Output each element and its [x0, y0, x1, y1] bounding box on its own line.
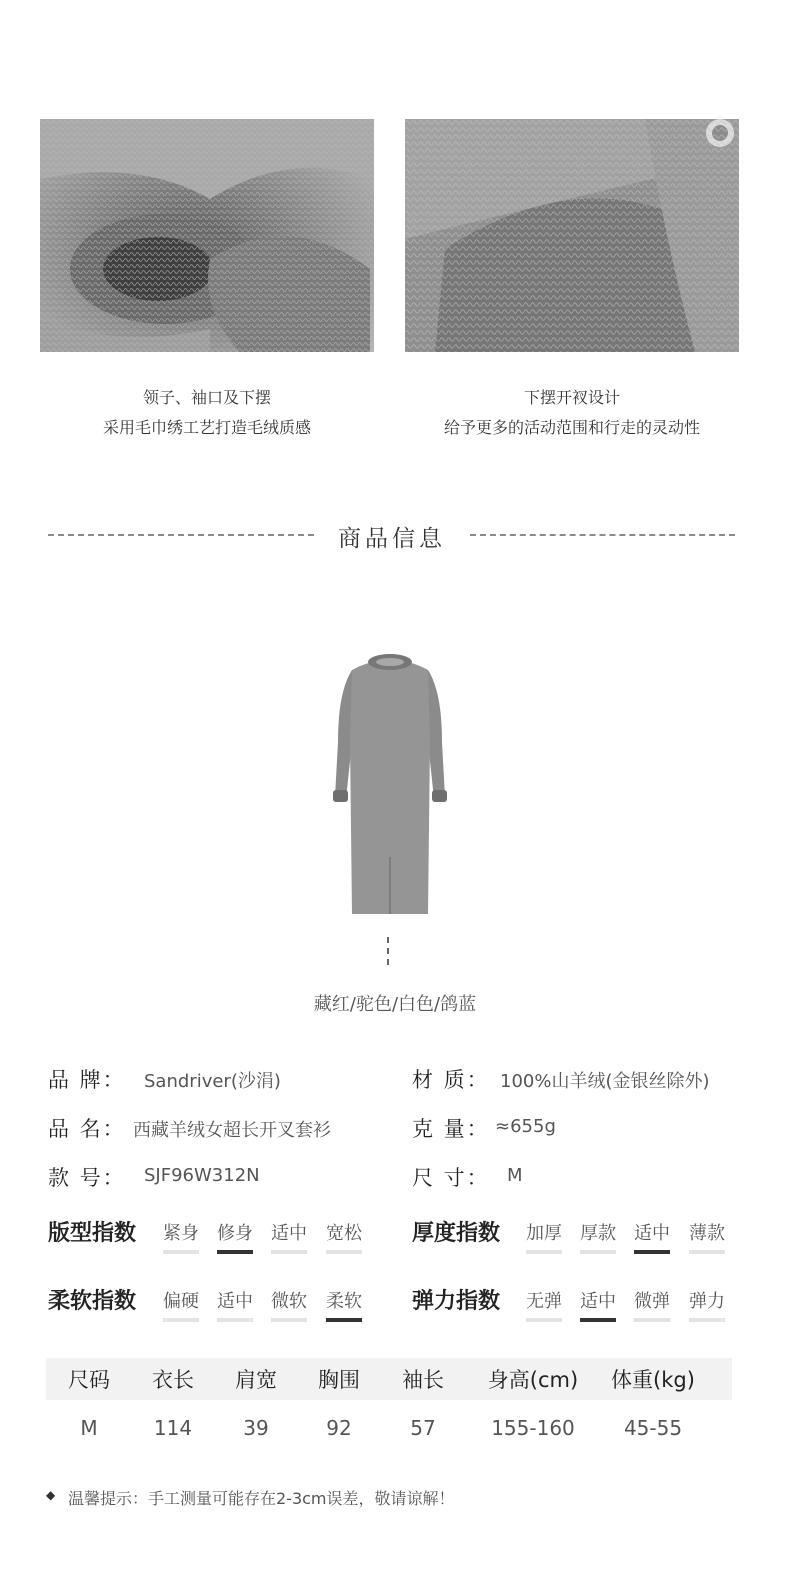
- weight-label: 克 量：: [412, 1117, 490, 1141]
- material-value: 100%山羊绒(金银丝除外): [500, 1071, 710, 1092]
- softness-option: [161, 1287, 201, 1322]
- diamond-bullet-icon: ◆: [46, 1488, 56, 1502]
- option-label: 微弹: [634, 1291, 670, 1312]
- section-title: 商品信息: [338, 526, 446, 552]
- option-label: 薄款: [689, 1223, 725, 1244]
- option-label: 宽松: [326, 1223, 362, 1244]
- elasticity-option: [632, 1287, 672, 1322]
- option-bar: [689, 1318, 725, 1322]
- size-table-cell: 114: [153, 1416, 193, 1440]
- thickness-index-title: 厚度指数: [412, 1221, 501, 1246]
- size-table-header-cell: 尺码: [68, 1368, 110, 1392]
- option-bar: [326, 1250, 362, 1254]
- softness-option: [269, 1287, 309, 1322]
- option-bar: [634, 1250, 670, 1254]
- option-label: 适中: [580, 1291, 616, 1312]
- option-label: 紧身: [163, 1223, 199, 1244]
- fit-option: [161, 1219, 201, 1254]
- thickness-option: [687, 1219, 727, 1254]
- option-label: 偏硬: [163, 1291, 199, 1312]
- size-table-header-cell: 身高(cm): [487, 1368, 579, 1392]
- caption-line: 采用毛巾绣工艺打造毛绒质感: [102, 418, 311, 437]
- color-options: 藏红/驼色/白色/鸽蓝: [313, 994, 477, 1015]
- softness-option: [215, 1287, 255, 1322]
- elasticity-option-selected: [578, 1287, 618, 1322]
- size-table-header-cell: 肩宽: [235, 1368, 277, 1392]
- thickness-option: [578, 1219, 618, 1254]
- option-bar: [580, 1250, 616, 1254]
- option-bar: [271, 1250, 307, 1254]
- brand-label: 品 牌：: [48, 1068, 126, 1092]
- option-bar: [163, 1318, 199, 1322]
- option-bar: [217, 1318, 253, 1322]
- material-label: 材 质：: [412, 1068, 490, 1092]
- color-connector-line: [387, 937, 389, 965]
- measurement-note: 温馨提示：手工测量可能存在2-3cm误差，敬请谅解！: [68, 1489, 455, 1508]
- size-table-header-cell: 体重(kg): [611, 1368, 695, 1392]
- fit-option: [324, 1219, 364, 1254]
- option-label: 适中: [634, 1223, 670, 1244]
- thickness-option: [524, 1219, 564, 1254]
- option-label: 加厚: [526, 1223, 562, 1244]
- option-bar: [634, 1318, 670, 1322]
- product-dress-image: [320, 652, 460, 917]
- caption-line: 给予更多的活动范围和行走的灵动性: [443, 418, 700, 437]
- size-label: 尺 寸：: [412, 1166, 490, 1190]
- cuff-detail-caption: [40, 383, 374, 443]
- thickness-option-selected: [632, 1219, 672, 1254]
- elasticity-option: [687, 1287, 727, 1322]
- option-label: 微软: [271, 1291, 307, 1312]
- option-label: 适中: [217, 1291, 253, 1312]
- option-bar: [163, 1250, 199, 1254]
- size-table-cell: 155-160: [491, 1416, 575, 1440]
- hem-slit-detail-photo: [405, 119, 739, 352]
- product-name-value: 西藏羊绒女超长开叉套衫: [133, 1120, 331, 1141]
- option-label: 柔软: [326, 1291, 362, 1312]
- size-table-header-cell: 胸围: [318, 1368, 360, 1392]
- option-bar: [326, 1318, 362, 1322]
- size-table-header-cell: 袖长: [402, 1368, 444, 1392]
- option-label: 无弹: [526, 1291, 562, 1312]
- fit-option: [269, 1219, 309, 1254]
- caption-line: 下摆开衩设计: [523, 388, 620, 407]
- section-divider-left: [48, 534, 314, 536]
- style-number-value: SJF96W312N: [144, 1165, 260, 1186]
- option-label: 厚款: [580, 1223, 616, 1244]
- size-table-cell: 57: [410, 1416, 436, 1440]
- brand-value: Sandriver(沙涓): [144, 1071, 281, 1092]
- elasticity-option: [524, 1287, 564, 1322]
- option-bar: [526, 1250, 562, 1254]
- fit-option-selected: [215, 1219, 255, 1254]
- size-table-cell: 45-55: [623, 1416, 683, 1440]
- fit-index-title: 版型指数: [48, 1221, 137, 1246]
- option-label: 修身: [217, 1223, 253, 1244]
- softness-option-selected: [324, 1287, 364, 1322]
- product-name-label: 品 名：: [48, 1117, 126, 1141]
- caption-line: 领子、袖口及下摆: [142, 388, 271, 407]
- size-table-cell: 92: [326, 1416, 352, 1440]
- section-divider-right: [470, 534, 735, 536]
- size-value: M: [507, 1165, 523, 1186]
- option-bar: [217, 1250, 253, 1254]
- option-bar: [271, 1318, 307, 1322]
- size-table-cell: 39: [243, 1416, 269, 1440]
- option-bar: [689, 1250, 725, 1254]
- weight-value: ≈655g: [495, 1116, 556, 1137]
- hem-detail-caption: [405, 383, 739, 443]
- elasticity-index-title: 弹力指数: [412, 1289, 501, 1314]
- size-table-header-cell: 衣长: [152, 1368, 194, 1392]
- option-label: 弹力: [689, 1291, 725, 1312]
- option-label: 适中: [271, 1223, 307, 1244]
- size-table-cell: M: [80, 1416, 98, 1440]
- option-bar: [526, 1318, 562, 1322]
- cuff-detail-photo: [40, 119, 374, 352]
- style-number-label: 款 号：: [48, 1166, 126, 1190]
- option-bar: [580, 1318, 616, 1322]
- softness-index-title: 柔软指数: [48, 1289, 137, 1314]
